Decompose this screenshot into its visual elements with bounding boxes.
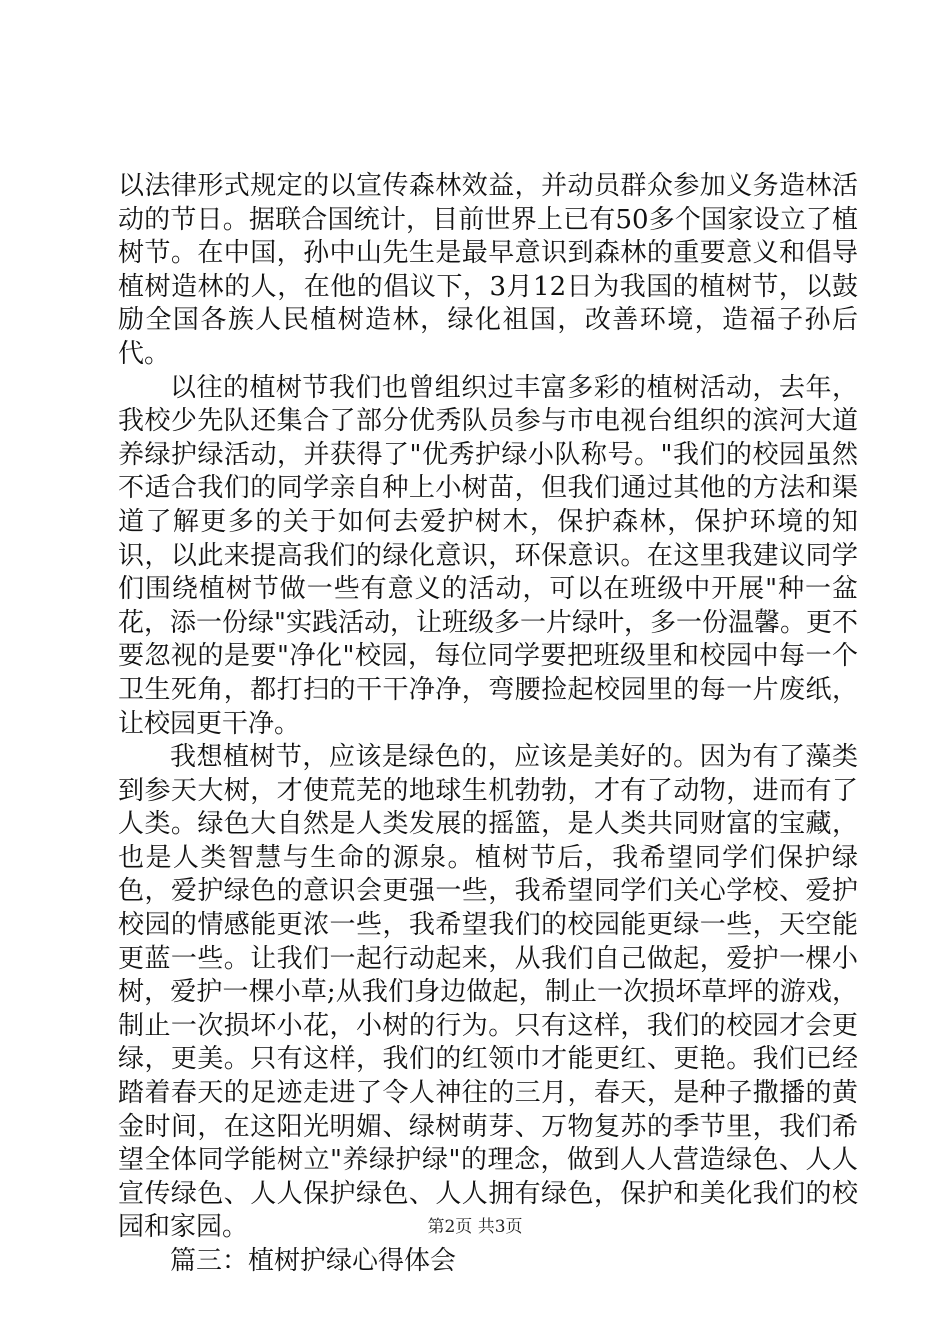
page-number-footer: 第2页 共3页 [427, 1217, 523, 1237]
document-body [118, 170, 858, 1279]
section-heading-part-three: 篇三：植树护绿心得体会 [170, 1246, 457, 1276]
paragraph-green-hope: 我想植树节，应该是绿色的，应该是美好的。因为有了藻类到参天大树，才使荒芜的地球生机勃勃，才有了动物，进而有了人类。绿色大自然是人类发展的摇篮，是人类共同财富的宝藏，也是人类智慧与生命的源泉。植树节后，我希望同学们保护绿色，爱护绿色的意识会更强一些，我希望同学们关心学校、爱护校园的情感能更浓一些，我希望我们的校园能更绿一些，天空能更蓝一些。让我们一起行动起来，从我们自己做起，爱护一棵小树，爱护一棵小草;从我们身边做起，制止一次损坏草坪的游戏，制止一次损坏小花，小树的行为。只有这样，我们的校园才会更绿，更美。只有这样，我们的红领巾才能更红、更艳。我们已经踏着春天的足迹走进了令人神往的三月，春天，是种子撒播的黄金时间，在这阳光明媚、绿树萌芽、万物复苏的季节里，我们希望全体同学能树立"养绿护绿"的理念，做到人人营造绿色、人人宣传绿色、人人保护绿色、人人拥有绿色，保护和美化我们的校园和家园。 [118, 742, 858, 1243]
paragraph-continuation: 以法律形式规定的以宣传森林效益，并动员群众参加义务造林活动的节日。据联合国统计，目前世界上已有50多个国家设立了植树节。在中国，孙中山先生是最早意识到森林的重要意义和倡导植树造林的人，在他的倡议下，3月12日为我国的植树节，以鼓励全国各族人民植树造林，绿化祖国，改善环境，造福子孙后代。 [118, 171, 858, 369]
paragraph-past-activities: 以往的植树节我们也曾组织过丰富多彩的植树活动，去年，我校少先队还集合了部分优秀队员参与市电视台组织的滨河大道养绿护绿活动，并获得了"优秀护绿小队称号。"我们的校园虽然不适合我们的同学亲自种上小树苗，但我们通过其他的方法和渠道了解更多的关于如何去爱护树木，保护森林，保护环境的知识，以此来提高我们的绿化意识，环保意识。在这里我建议同学们围绕植树节做一些有意义的活动，可以在班级中开展"种一盆花，添一份绿"实践活动，让班级多一片绿叶，多一份温馨。更不要忽视的是要"净化"校园，每位同学要把班级里和校园中每一个卫生死角，都打扫的干干净净，弯腰捡起校园里的每一片废纸，让校园更干净。 [118, 372, 858, 739]
